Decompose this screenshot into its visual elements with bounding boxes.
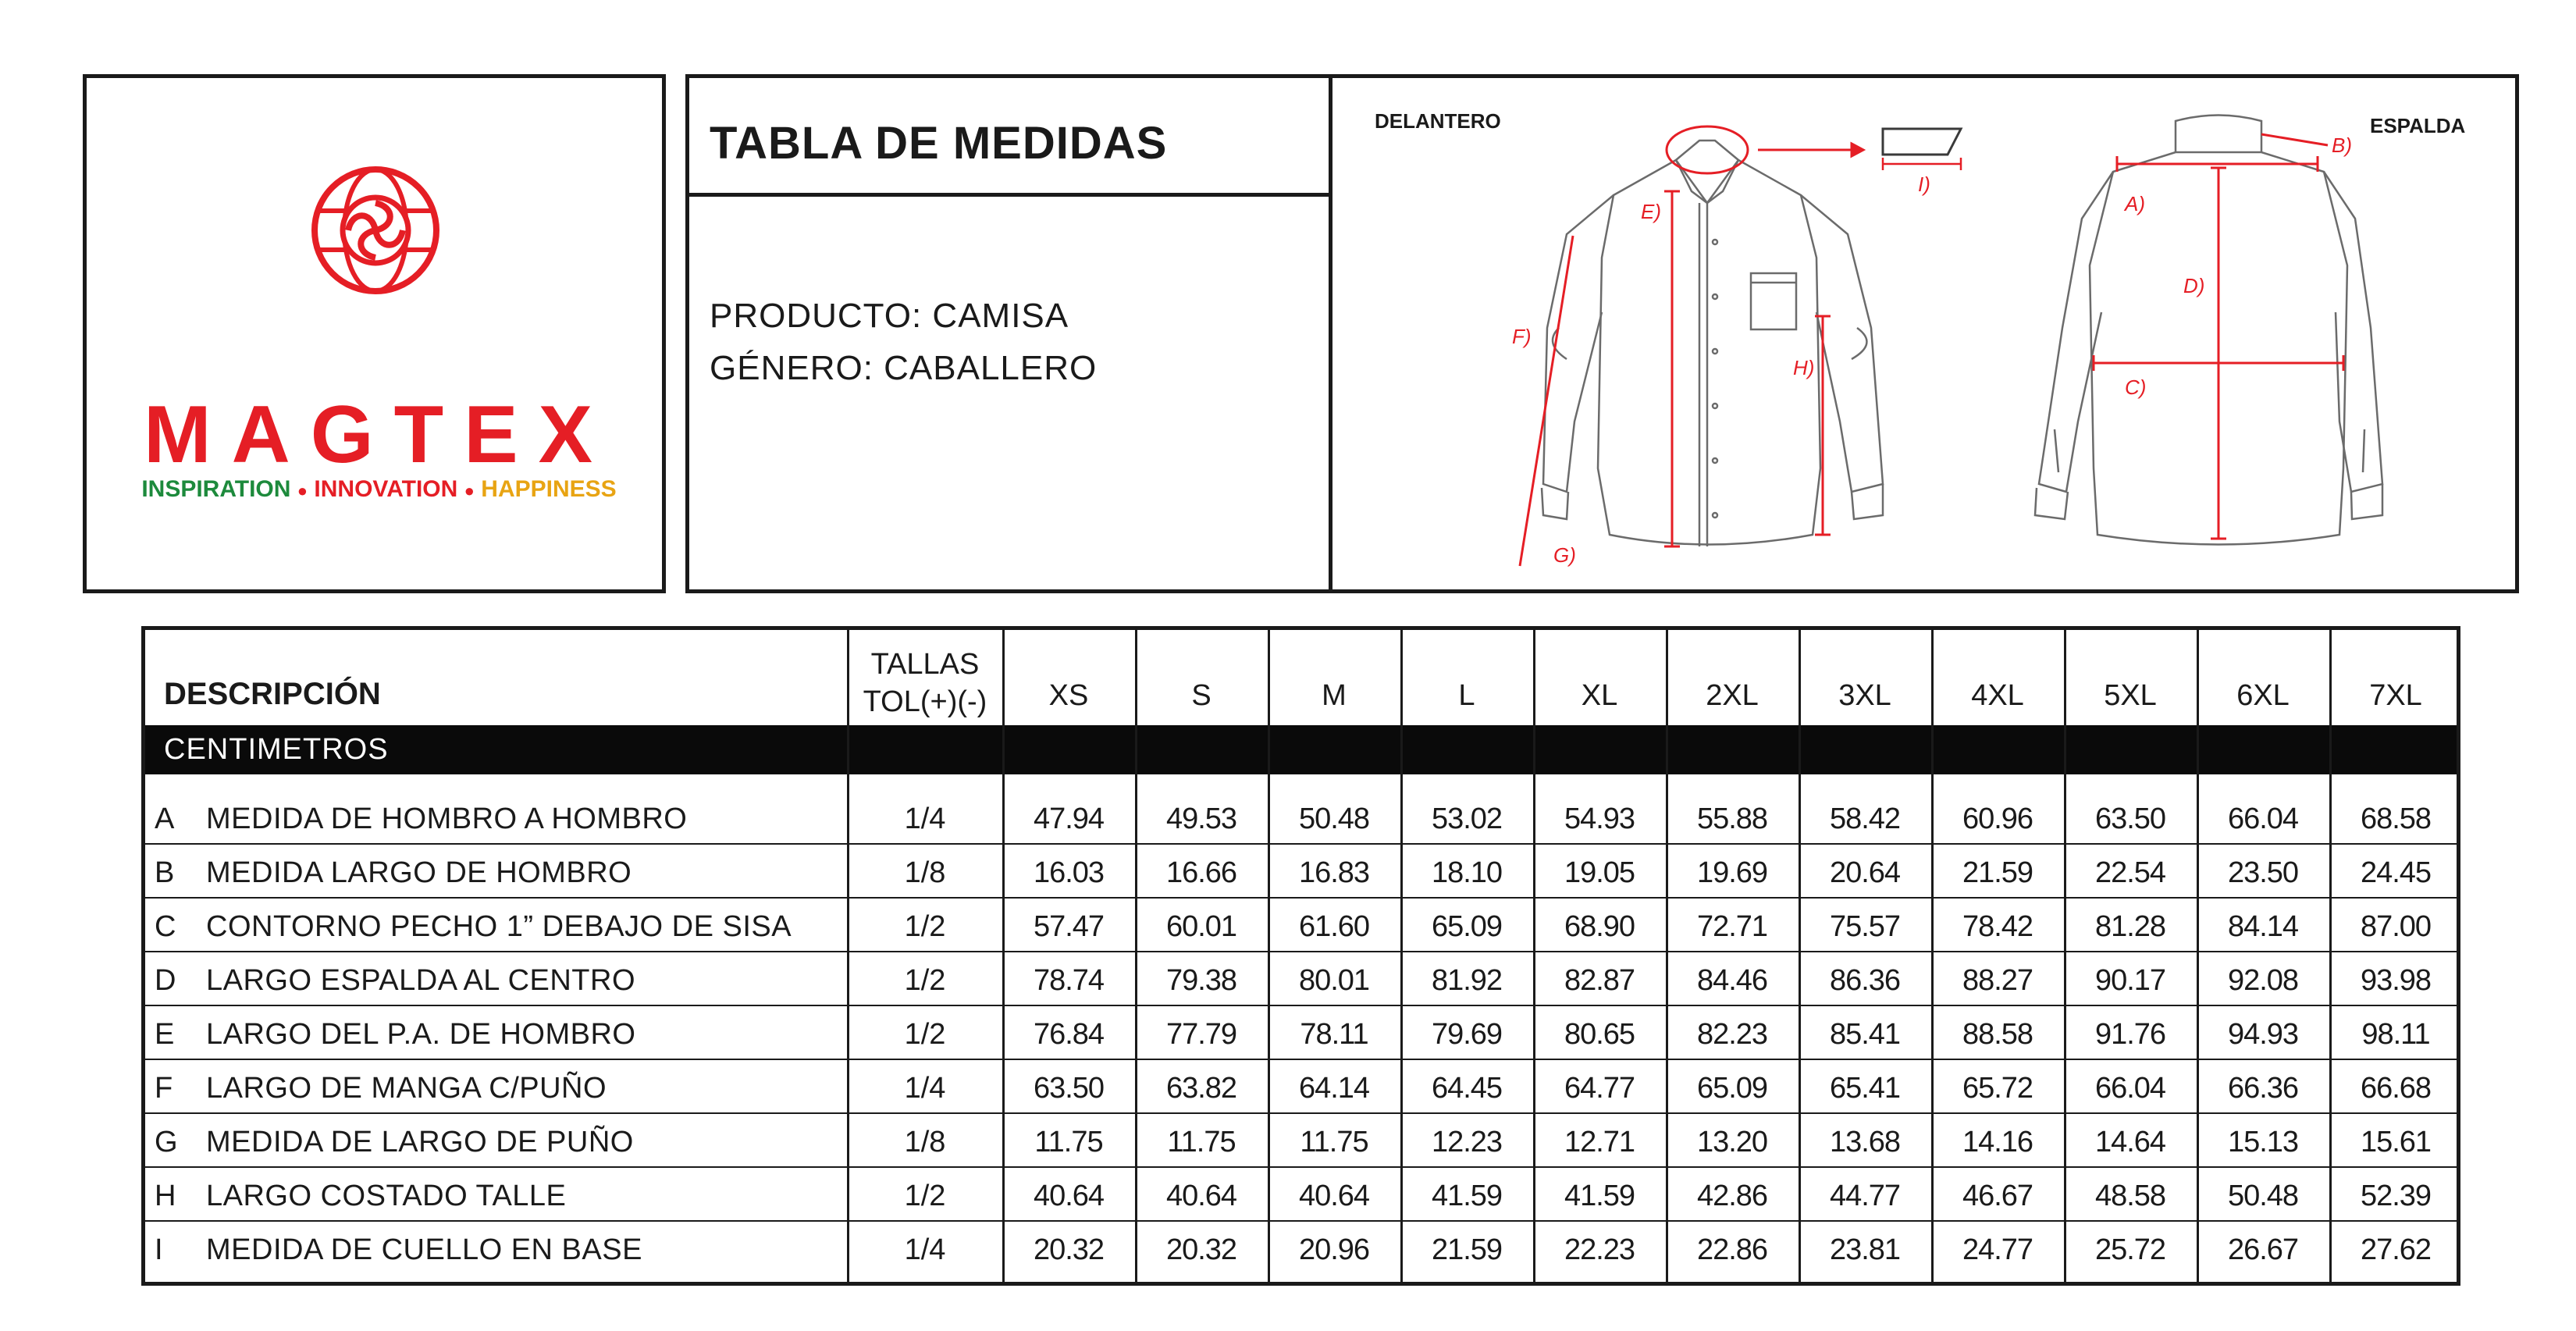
- table-cell: 93.98: [2360, 964, 2432, 997]
- row-divider: [145, 951, 2457, 952]
- row-divider: [145, 1112, 2457, 1114]
- tagline-dot: ●: [464, 481, 475, 500]
- marker-c: C): [2125, 375, 2147, 399]
- table-cell: 98.11: [2361, 1018, 2430, 1051]
- tagline-dot: ●: [297, 481, 308, 500]
- table-cell: 60.01: [1165, 910, 1237, 943]
- logo-panel: [83, 74, 666, 593]
- row-letter: A: [155, 803, 175, 835]
- table-cell: 91.76: [2094, 1018, 2166, 1051]
- table-cell: 16.66: [1165, 856, 1237, 889]
- table-cell: 20.64: [1829, 856, 1901, 889]
- tol-header-line2: TOL(+)(-): [863, 685, 987, 718]
- table-cell: 86.36: [1829, 964, 1901, 997]
- size-header: 4XL: [1971, 679, 2024, 712]
- table-cell: 64.14: [1298, 1072, 1370, 1105]
- table-cell: 82.23: [1696, 1018, 1768, 1051]
- shirt-diagram: [1332, 78, 2515, 589]
- marker-a: A): [2125, 192, 2145, 215]
- row-description: CONTORNO PECHO 1” DEBAJO DE SISA: [206, 910, 792, 943]
- size-header: XL: [1581, 679, 1618, 712]
- table-cell: 61.60: [1298, 910, 1370, 943]
- row-tolerance: 1/2: [904, 910, 946, 943]
- table-cell: 24.77: [1962, 1233, 2033, 1266]
- row-tolerance: 1/8: [904, 856, 946, 889]
- row-description: MEDIDA DE LARGO DE PUÑO: [206, 1126, 634, 1158]
- row-tolerance: 1/4: [904, 803, 946, 835]
- table-cell: 78.11: [1300, 1018, 1368, 1051]
- row-letter: I: [155, 1233, 163, 1266]
- page-title: TABLA DE MEDIDAS: [710, 118, 1168, 169]
- row-description: LARGO DEL P.A. DE HOMBRO: [206, 1018, 636, 1051]
- table-cell: 84.46: [1696, 964, 1768, 997]
- table-cell: 52.39: [2360, 1180, 2432, 1212]
- row-divider: [145, 1005, 2457, 1006]
- table-cell: 22.86: [1696, 1233, 1768, 1266]
- table-cell: 55.88: [1696, 803, 1768, 835]
- table-cell: 76.84: [1033, 1018, 1105, 1051]
- table-cell: 68.58: [2360, 803, 2432, 835]
- table-cell: 19.69: [1696, 856, 1768, 889]
- globe-swirl-icon: [309, 164, 442, 297]
- size-header: XS: [1048, 679, 1089, 712]
- shirt-drawing: [1332, 78, 2511, 585]
- row-description: MEDIDA LARGO DE HOMBRO: [206, 856, 632, 889]
- tagline-inspiration: INSPIRATION: [141, 476, 291, 502]
- table-cell: 60.96: [1962, 803, 2033, 835]
- table-cell: 68.90: [1564, 910, 1635, 943]
- table-cell: 13.20: [1696, 1126, 1768, 1158]
- table-cell: 79.69: [1431, 1018, 1503, 1051]
- table-cell: 88.58: [1962, 1018, 2033, 1051]
- row-letter: F: [155, 1072, 173, 1105]
- table-cell: 85.41: [1829, 1018, 1901, 1051]
- table-cell: 18.10: [1431, 856, 1503, 889]
- table-cell: 12.23: [1431, 1126, 1503, 1158]
- table-cell: 27.62: [2360, 1233, 2432, 1266]
- table-cell: 11.75: [1300, 1126, 1368, 1158]
- table-cell: 14.16: [1962, 1126, 2033, 1158]
- table-cell: 26.67: [2227, 1233, 2299, 1266]
- table-cell: 53.02: [1431, 803, 1503, 835]
- row-letter: G: [155, 1126, 178, 1158]
- table-cell: 14.64: [2094, 1126, 2166, 1158]
- table-cell: 58.42: [1829, 803, 1901, 835]
- table-cell: 11.75: [1167, 1126, 1236, 1158]
- marker-i: I): [1918, 173, 1930, 196]
- measurement-table: [141, 626, 2460, 1286]
- row-letter: E: [155, 1018, 175, 1051]
- table-cell: 12.71: [1564, 1126, 1635, 1158]
- table-cell: 40.64: [1165, 1180, 1237, 1212]
- size-header: 3XL: [1838, 679, 1891, 712]
- table-cell: 22.54: [2094, 856, 2166, 889]
- table-cell: 94.93: [2227, 1018, 2299, 1051]
- product-line: PRODUCTO: CAMISA: [710, 297, 1069, 335]
- size-header: 7XL: [2369, 679, 2422, 712]
- table-cell: 41.59: [1431, 1180, 1503, 1212]
- desc-header: DESCRIPCIÓN: [164, 677, 381, 711]
- size-header: L: [1458, 679, 1475, 712]
- product-info: [689, 197, 1332, 589]
- table-cell: 66.36: [2227, 1072, 2299, 1105]
- table-cell: 20.32: [1033, 1233, 1105, 1266]
- table-cell: 23.50: [2227, 856, 2299, 889]
- table-cell: 46.67: [1962, 1180, 2033, 1212]
- row-letter: C: [155, 910, 176, 943]
- table-cell: 63.50: [2094, 803, 2166, 835]
- table-cell: 22.23: [1564, 1233, 1635, 1266]
- table-cell: 77.79: [1165, 1018, 1237, 1051]
- table-cell: 82.87: [1564, 964, 1635, 997]
- marker-b: B): [2332, 133, 2352, 157]
- row-tolerance: 1/2: [904, 1018, 946, 1051]
- table-cell: 66.68: [2360, 1072, 2432, 1105]
- table-cell: 11.75: [1034, 1126, 1103, 1158]
- title-row: [689, 78, 1332, 197]
- row-divider: [145, 1166, 2457, 1168]
- table-cell: 81.92: [1431, 964, 1503, 997]
- table-cell: 23.81: [1829, 1233, 1901, 1266]
- marker-d: D): [2183, 274, 2205, 297]
- table-cell: 87.00: [2360, 910, 2432, 943]
- row-letter: B: [155, 856, 175, 889]
- tagline-innovation: INNOVATION: [314, 476, 458, 502]
- row-description: MEDIDA DE CUELLO EN BASE: [206, 1233, 642, 1266]
- table-cell: 50.48: [2227, 1180, 2299, 1212]
- tol-header: [847, 646, 1003, 721]
- table-cell: 54.93: [1564, 803, 1635, 835]
- table-cell: 90.17: [2094, 964, 2166, 997]
- marker-g: G): [1553, 543, 1576, 567]
- table-cell: 79.38: [1165, 964, 1237, 997]
- table-cell: 16.83: [1298, 856, 1370, 889]
- table-cell: 88.27: [1962, 964, 2033, 997]
- logo-wordmark: MAGTEX: [144, 390, 613, 480]
- size-header: M: [1322, 679, 1347, 712]
- front-label: DELANTERO: [1375, 109, 1501, 133]
- row-divider: [145, 1220, 2457, 1222]
- row-description: LARGO ESPALDA AL CENTRO: [206, 964, 636, 997]
- table-cell: 72.71: [1696, 910, 1768, 943]
- table-cell: 65.41: [1829, 1072, 1901, 1105]
- units-label: CENTIMETROS: [164, 733, 389, 766]
- marker-f: F): [1512, 325, 1532, 348]
- table-cell: 65.72: [1962, 1072, 2033, 1105]
- table-cell: 78.74: [1033, 964, 1105, 997]
- table-cell: 19.05: [1564, 856, 1635, 889]
- row-letter: H: [155, 1180, 176, 1212]
- table-cell: 50.48: [1298, 803, 1370, 835]
- table-cell: 65.09: [1431, 910, 1503, 943]
- units-bar: [145, 725, 2457, 774]
- table-cell: 21.59: [1962, 856, 2033, 889]
- table-cell: 20.96: [1298, 1233, 1370, 1266]
- row-description: LARGO DE MANGA C/PUÑO: [206, 1072, 607, 1105]
- table-cell: 92.08: [2227, 964, 2299, 997]
- table-cell: 49.53: [1165, 803, 1237, 835]
- tol-header-line1: TALLAS: [870, 648, 980, 681]
- row-divider: [145, 897, 2457, 899]
- table-cell: 48.58: [2094, 1180, 2166, 1212]
- table-cell: 47.94: [1033, 803, 1105, 835]
- table-cell: 13.68: [1829, 1126, 1901, 1158]
- table-cell: 44.77: [1829, 1180, 1901, 1212]
- table-cell: 16.03: [1033, 856, 1105, 889]
- table-cell: 41.59: [1564, 1180, 1635, 1212]
- table-cell: 80.01: [1298, 964, 1370, 997]
- marker-h: H): [1793, 356, 1815, 379]
- table-cell: 15.13: [2227, 1126, 2299, 1158]
- table-cell: 40.64: [1033, 1180, 1105, 1212]
- table-cell: 80.65: [1564, 1018, 1635, 1051]
- table-cell: 66.04: [2227, 803, 2299, 835]
- back-label: ESPALDA: [2370, 114, 2466, 137]
- table-cell: 24.45: [2360, 856, 2432, 889]
- table-cell: 25.72: [2094, 1233, 2166, 1266]
- table-cell: 66.04: [2094, 1072, 2166, 1105]
- logo-tagline: [104, 476, 654, 503]
- table-cell: 21.59: [1431, 1233, 1503, 1266]
- size-header: 5XL: [2104, 679, 2157, 712]
- info-panel: [685, 74, 2519, 593]
- table-cell: 78.42: [1962, 910, 2033, 943]
- row-description: MEDIDA DE HOMBRO A HOMBRO: [206, 803, 688, 835]
- table-cell: 42.86: [1696, 1180, 1768, 1212]
- table-cell: 63.82: [1165, 1072, 1237, 1105]
- tagline-happiness: HAPPINESS: [481, 476, 617, 502]
- row-letter: D: [155, 964, 176, 997]
- table-cell: 63.50: [1033, 1072, 1105, 1105]
- marker-e: E): [1641, 200, 1661, 223]
- table-cell: 84.14: [2227, 910, 2299, 943]
- table-cell: 64.45: [1431, 1072, 1503, 1105]
- table-cell: 20.32: [1165, 1233, 1237, 1266]
- gender-line: GÉNERO: CABALLERO: [710, 349, 1098, 387]
- row-tolerance: 1/2: [904, 964, 946, 997]
- row-description: LARGO COSTADO TALLE: [206, 1180, 567, 1212]
- row-divider: [145, 843, 2457, 845]
- table-cell: 81.28: [2094, 910, 2166, 943]
- row-tolerance: 1/4: [904, 1072, 946, 1105]
- size-header: 6XL: [2236, 679, 2290, 712]
- row-tolerance: 1/8: [904, 1126, 946, 1158]
- table-cell: 75.57: [1829, 910, 1901, 943]
- size-header: S: [1191, 679, 1212, 712]
- table-cell: 65.09: [1696, 1072, 1768, 1105]
- table-cell: 57.47: [1033, 910, 1105, 943]
- table-cell: 64.77: [1564, 1072, 1635, 1105]
- row-tolerance: 1/2: [904, 1180, 946, 1212]
- row-divider: [145, 1059, 2457, 1060]
- table-cell: 15.61: [2360, 1126, 2432, 1158]
- size-header: 2XL: [1706, 679, 1759, 712]
- table-cell: 40.64: [1298, 1180, 1370, 1212]
- row-tolerance: 1/4: [904, 1233, 946, 1266]
